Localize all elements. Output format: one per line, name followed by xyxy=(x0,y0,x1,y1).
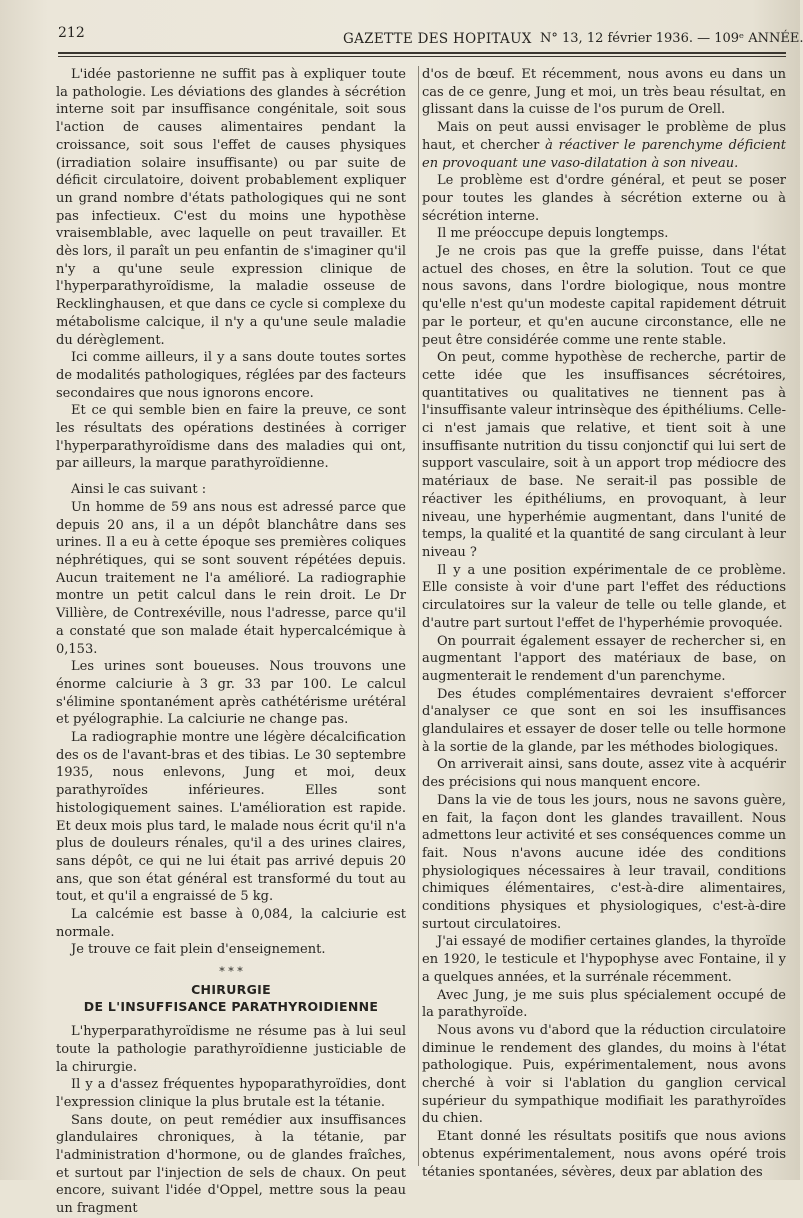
paragraph: L'idée pastorienne ne suffit pas à expliquer toute la pathologie. Les déviations des glandes à sécrétion interne soit par insuffisance congénitale, soit sous l'action de causes alimentaires pendant la croissance, soit sous l'effet de causes physiques (irradiation solaire insuffisante) ou par suite de déficit circulatoire, doivent probablement expliquer un grand nombre d'états pathologiques qui ne sont pas infectieux. C'est du moins une hypothèse vraisemblable, avec laquelle on peut travailler. Et dès lors, il paraît un peu enfantin de s'imaginer qu'il n'y a qu'une seule expression clinique de l'hyperparathyroïdisme, la maladie osseuse de Recklinghausen, et que dans ce cycle si complexe du métabolisme calcique, il n'y a qu'une seule maladie du dérèglement. xyxy=(56,67,406,348)
paragraph: On peut, comme hypothèse de recherche, partir de cette idée que les insuffisances sécrétoires, quantitatives ou qualitatives ne tiennent pas à l'insuffisante valeur intrinsèque des épithéliums. Celle-ci n'est jamais que relative, et tient soit à une insuffisante nutrition du tissu conjonctif qui lui sert de support vasculaire, soit à un apport trop médiocre des matériaux de base. Ne serait-il pas possible de réactiver les épithéliums, en provoquant, à leur niveau, une hyperhémie augmentant, dans l'unité de temps, la qualité et la quantité de sang circulant à leur niveau ? xyxy=(422,350,786,560)
paragraph: On arriverait ainsi, sans doute, assez vite à acquérir des précisions qui nous manquent encore. xyxy=(422,757,786,791)
journal-title: GAZETTE DES HOPITAUX xyxy=(343,31,532,47)
paragraph xyxy=(422,119,786,172)
emphasized-text: à réactiver le parenchyme déficient en provoquant une vaso-dilatation à son niveau. xyxy=(422,137,786,171)
paragraph: On pourrait également essayer de rechercher si, en augmentant l'apport des matériaux de base, on augmenterait le rendement d'un parenchyme. xyxy=(422,633,786,684)
section-heading xyxy=(56,981,406,1015)
paragraph: Ici comme ailleurs, il y a sans doute toutes sortes de modalités pathologiques, réglées par des facteurs secondaires que nous ignorons encore. xyxy=(56,350,406,401)
paragraph: d'os de bœuf. Et récemment, nous avons eu dans un cas de ce genre, Jung et moi, un très beau résultat, en glissant dans la cuisse de l'os purum de Orell. xyxy=(422,67,786,118)
paragraph: J'ai essayé de modifier certaines glandes, la thyroïde en 1920, le testicule et l'hypophyse avec Fontaine, il y a quelques années, et la surrénale récemment. xyxy=(422,934,786,985)
paragraph-text: Mais on peut aussi envisager le problème de plus haut, et chercher xyxy=(422,120,786,153)
paragraph: Des études complémentaires devraient s'efforcer d'analyser ce que sont en soi les insuffisances glandulaires et essayer de doser telle ou telle hormone à la sortie de la glande, par les méthodes biologiques. xyxy=(422,686,786,755)
section-heading-line-1: CHIRURGIE xyxy=(191,982,271,998)
paragraph: Je ne crois pas que la greffe puisse, dans l'état actuel des choses, en être la solution. Tout ce que nous savons, dans l'ordre biologique, nous montre qu'elle n'est qu'un modeste capital rapidement détruit par le porteur, et qu'en aucune circonstance, elle ne peut être considérée comme une rente stable. xyxy=(422,244,786,348)
header-rule-thin xyxy=(58,56,786,57)
paragraph: Ainsi le cas suivant : xyxy=(71,482,207,498)
paragraph: Les urines sont boueuses. Nous trouvons une énorme calciurie à 3 gr. 33 par 100. Le calcul s'élimine spontanément après cathétérisme urétéral et pyélographie. La calciurie ne change pas. xyxy=(56,659,406,728)
paragraph: Dans la vie de tous les jours, nous ne savons guère, en fait, la façon dont les glandes travaillent. Nous admettons leur activité et ses conséquences comme un fait. Nous n'avons aucune idée des conditions physiologiques nécessaires à leur travail, conditions chimiques élémentaires, c'est-à-dire alimentaires, conditions physiques et physiologiques, c'est-à-dire surtout circulatoires. xyxy=(422,792,787,932)
paragraph: Je trouve ce fait plein d'enseignement. xyxy=(71,942,326,958)
paragraph: Avec Jung, je me suis plus spécialement occupé de la parathyroïde. xyxy=(422,987,786,1021)
paragraph: La calcémie est basse à 0,084, la calciurie est normale. xyxy=(56,907,406,940)
page-number: 212 xyxy=(58,25,85,41)
page-header xyxy=(0,0,803,58)
right-column xyxy=(422,66,787,1180)
paragraph: L'hyperparathyroïdisme ne résume pas à lui seul toute la pathologie parathyroïdienne justiciable de la chirurgie. xyxy=(56,1024,406,1075)
paragraph: Il me préoccupe depuis longtemps. xyxy=(437,226,669,242)
paragraph: Il y a d'assez fréquentes hypoparathyroïdies, dont l'expression clinique la plus brutale est la tétanie. xyxy=(56,1077,406,1110)
paragraph: La radiographie montre une légère décalcification des os de l'avant-bras et des tibias. Le 30 septembre 1935, nous enlevons, Jung et moi, deux parathyroïdes inférieures. Elles sont histologiquement saines. L'amélioration est rapide. Et deux mois plus tard, le malade nous écrit qu'il n'a plus de douleurs rénales, qu'il a des urines claires, sans dépôt, ce qui ne lui était pas arrivé depuis 20 ans, que son état général est transformé du tout au tout, et qu'il a engraissé de 5 kg. xyxy=(56,730,406,905)
issue-info: N° 13, 12 février 1936. — 109ᵉ ANNÉE. xyxy=(540,31,803,46)
column-divider xyxy=(418,66,419,1166)
paragraph: Un homme de 59 ans nous est adressé parce que depuis 20 ans, il a un dépôt blanchâtre dans ses urines. Il a eu à cette époque ses premières coliques néphrétiques, qui se sont souvent répétées depuis. Aucun traitement ne l'a amélioré. La radiographie montre un petit calcul dans le rein droit. Le Dr Villière, de Contrexéville, nous l'adresse, parce qu'il a constaté que son malade était hypercalcémique à 0,153. xyxy=(56,499,406,657)
paragraph: Nous avons vu d'abord que la réduction circulatoire diminue le rendement des glandes, du moins à l'état pathologique. Puis, expérimentalement, nous avons cherché à voir si l'ablation du ganglion cervical supérieur du sympathique modifiait les parathyroïdes du chien. xyxy=(422,1022,786,1127)
header-rule-thick xyxy=(58,52,786,54)
paragraph: Et ce qui semble bien en faire la preuve, ce sont les résultats des opérations destinées à corriger l'hyperparathyroïdisme dans des maladies qui ont, par ailleurs, la marque parathyroïdienne. xyxy=(56,403,406,472)
section-separator: * * * xyxy=(219,965,243,979)
left-column xyxy=(56,66,406,1217)
paragraph: Le problème est d'ordre général, et peut se poser pour toutes les glandes à sécrétion externe ou à sécrétion interne. xyxy=(422,173,786,224)
section-heading-line-2: DE L'INSUFFISANCE PARATHYROIDIENNE xyxy=(83,999,379,1015)
paragraph: Etant donné les résultats positifs que nous avions obtenus expérimentalement, nous avons opéré trois tétanies spontanées, sévères, deux par ablation des xyxy=(422,1129,786,1180)
paragraph: Il y a une position expérimentale de ce problème. Elle consiste à voir d'une part l'effet des réductions circulatoires sur la valeur de telle ou telle glande, et d'autre part surtout l'effet de l'hyperhémie provoquée. xyxy=(422,562,786,631)
paragraph: Sans doute, on peut remédier aux insuffisances glandulaires chroniques, à la tétanie, par l'administration d'hormone, ou de glandes fraîches, et surtout par l'injection de sels de chaux. On peut encore, suivant l'idée d'Oppel, mettre sous la peau un fragment xyxy=(56,1112,406,1217)
